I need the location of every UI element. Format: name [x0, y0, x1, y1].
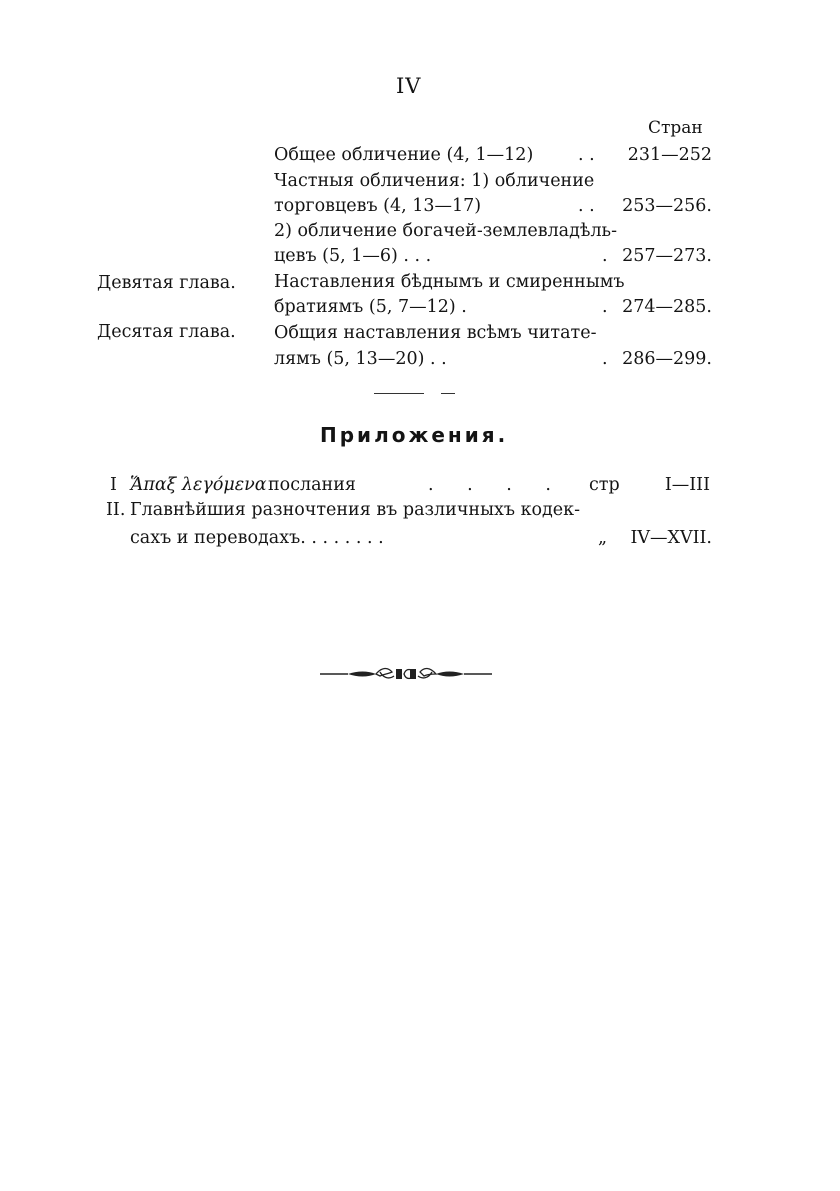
appendix-entry-text: сахъ и переводахъ. . . . . . . . [130, 528, 384, 548]
appendix-page-prefix: стр [589, 475, 620, 495]
toc-entry-text: 2) обличение богачей-землевладѣль- [274, 221, 618, 241]
appendix-entry-text: Главнѣйшия разночтения въ различныхъ кодек- [130, 500, 581, 520]
toc-entry-text: Частныя обличения: 1) обличение [274, 171, 595, 191]
toc-entry-pages: 274—285. [622, 297, 712, 317]
toc-entry-pages: 231—252 [627, 145, 712, 165]
appendix-numeral: II. [106, 500, 126, 520]
page-number: IV [396, 74, 422, 98]
appendix-numeral: I [110, 475, 117, 495]
divider [374, 393, 424, 394]
ornament-icon [318, 664, 494, 684]
toc-entry-text: торговцевъ (4, 13—17) [274, 196, 482, 216]
toc-entry-text: Общия наставления всѣмъ читате- [274, 323, 597, 343]
toc-entry-leader: . [602, 349, 608, 369]
toc-entry-text: Общее обличение (4, 1—12) [274, 145, 534, 165]
toc-entry-leader: . . [578, 145, 595, 165]
appendix-entry-text: послания [268, 475, 356, 495]
chapter-label: Десятая глава. [97, 322, 236, 342]
toc-entry-pages: 253—256. [622, 196, 712, 216]
appendix-pages: I—III [664, 475, 710, 495]
chapter-label: Девятая глава. [97, 273, 236, 293]
toc-entry-leader: . [602, 246, 608, 266]
toc-entry-text: Наставления бѣднымъ и смиреннымъ [274, 272, 625, 292]
divider [441, 393, 455, 394]
column-header: Стран [648, 118, 703, 138]
toc-entry-text: лямъ (5, 13—20) . . [274, 349, 447, 369]
toc-entry-text: братиямъ (5, 7—12) . [274, 297, 467, 317]
appendix-pages: IV—XVII. [630, 528, 712, 548]
appendix-greek-title: Ἅπαξ λεγόμενα [130, 475, 267, 495]
appendix-leader: . . . . [428, 475, 565, 495]
toc-entry-leader: . . [578, 196, 595, 216]
toc-entry-leader: . [602, 297, 608, 317]
appendix-title: Приложения. [320, 423, 509, 447]
toc-entry-text: цевъ (5, 1—6) . . . [274, 246, 432, 266]
appendix-page-prefix: „ [598, 528, 608, 548]
toc-entry-pages: 257—273. [622, 246, 712, 266]
toc-entry-pages: 286—299. [622, 349, 712, 369]
